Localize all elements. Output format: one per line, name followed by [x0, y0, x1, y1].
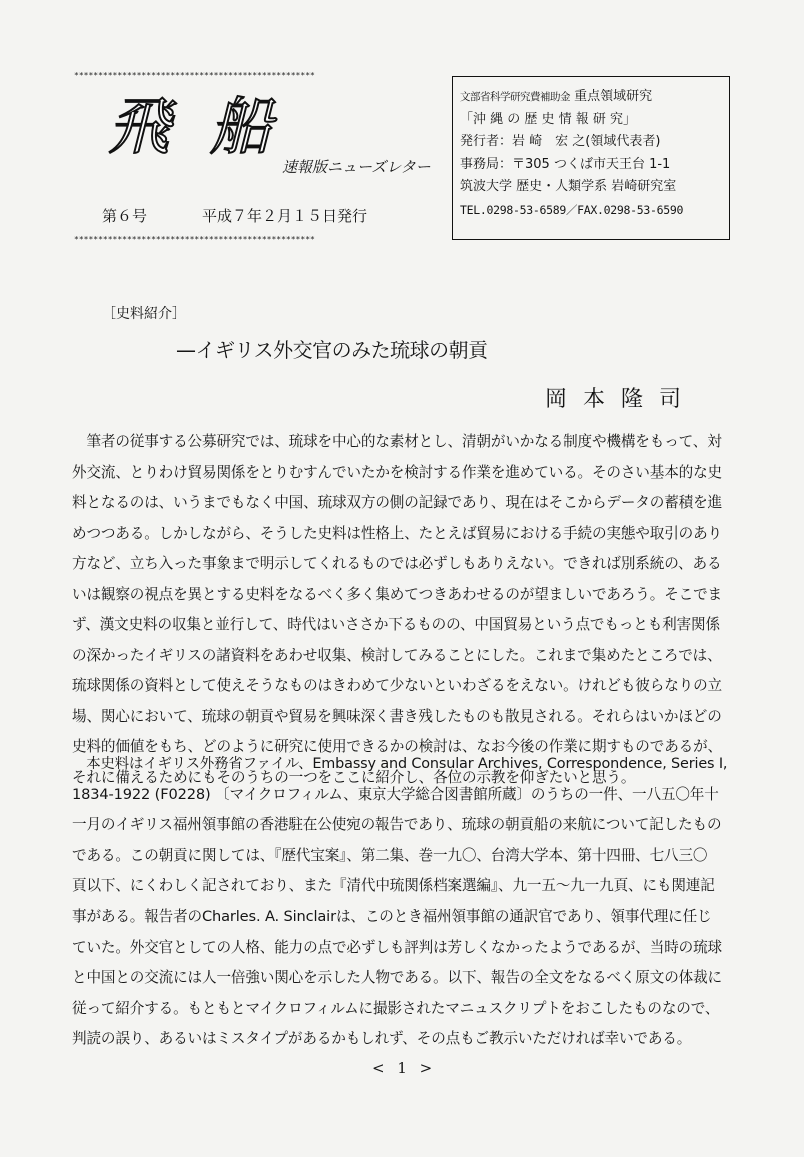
text-line: 本史料はイギリス外務省ファイル、Embassy and Consular Archives, Correspondence, Series I,: [72, 756, 728, 772]
text-line: 従って紹介する。もともとマイクロフィルムに撮影されたマニュスクリプトをおこしたものなので、: [72, 999, 720, 1017]
text-line: 1834-1922 (F0228) 〔マイクロフィルム、東京大学総合図書館所蔵〕のうちの一件、一八五〇年十: [72, 785, 719, 803]
text-line: 方など、立ち入った事象まで明示してくれるものでは必ずしもありえない。できれば別系統の、ある: [72, 555, 722, 572]
text-line: ていた。外交官としての人格、能力の点で必ずしも評判は芳しくなかったようであるが、当時の琉球: [72, 938, 722, 956]
info-research-area: 重点領域研究: [574, 89, 653, 104]
asterisk-rule-top: **************************************************: [74, 71, 315, 80]
info-line-publisher: 発行者：岩 崎 宏 之(領域代表者): [460, 134, 661, 149]
info-line-project: [460, 86, 729, 109]
article-category: ［史料紹介］: [102, 306, 186, 322]
article-title: —イギリス外交官のみた琉球の朝貢: [176, 338, 488, 362]
text-line: 料となるのは、いうまでもなく中国、琉球双方の側の記録であり、現在はそこからデータの蓄積を進: [72, 494, 722, 511]
text-line: 判読の誤り、あるいはミスタイプがあるかもしれず、その点もご教示いただければ幸いである。: [72, 1030, 692, 1048]
text-line: ず、漢文史料の収集と並行して、時代はいささか下るものの、中国貿易という点でもっとも利害関係: [72, 616, 720, 633]
issue-number: 第６号: [102, 207, 148, 225]
asterisk-rule-bottom: **************************************************: [74, 235, 315, 244]
info-line-contact: TEL.0298-53-6589／FAX.0298-53-6590: [460, 202, 684, 217]
info-line-title: 「沖 縄 の 歴 史 情 報 研 究」: [460, 111, 637, 127]
text-line: 一月のイギリス福州領事館の香港駐在公使宛の報告であり、琉球の朝貢船の来航について記したもの: [72, 816, 722, 834]
text-line: めつつある。しかしながら、そうした史料は性格上、たとえば貿易における手続の実態や取引のあり: [72, 524, 722, 542]
text-line: 琉球関係の資料として使えそうなものはきわめて少ないといわざるをえない。けれども彼らなりの立: [72, 677, 722, 694]
text-line: である。この朝貢に関しては、『歴代宝案』、第二集、巻一九〇、台湾大学本、第十四冊、七八三〇: [72, 846, 708, 864]
text-line: 頁以下、にくわしく記されており、また『清代中琉関係档案選編』、九一五～九一九頁、にも関連記: [72, 877, 715, 895]
article-author: 岡本隆司: [545, 387, 698, 412]
info-grant-label: 文部省科学研究費補助金: [460, 91, 570, 103]
text-line: 事がある。報告者のCharles. A. Sinclairは、このとき福州領事館の通訳官であり、領事代理に任じ: [72, 907, 712, 925]
info-line-office: 事務局：〒305 つくば市天王台 1-1: [460, 156, 671, 172]
text-line: と中国との交流には人一倍強い関心を示した人物である。以下、報告の全文をなるべく原文の体裁に: [72, 969, 722, 987]
info-line-lab: 筑波大学 歴史・人類学系 岩崎研究室: [460, 179, 677, 194]
text-line: の深かったイギリスの諸資料をあわせ収集、検討してみることにした。これまで集めたところでは、: [72, 646, 722, 664]
text-line: 場、関心において、琉球の朝貢や貿易を興味深く書き残したものも散見される。それらはいかほどの: [72, 707, 722, 725]
text-line: それに備えるためにもそのうちの一つをここに紹介し、各位の示教を仰ぎたいと思う。: [72, 768, 636, 786]
text-line: 外交流、とりわけ貿易関係をとりむすんでいたかを検討する作業を進めている。そのさい基本的な史: [72, 463, 722, 481]
text-line: いは観察の視点を異とする史料をなるべく多く集めてつきあわせるのが望ましいであろう。そこでま: [72, 585, 722, 603]
text-line: 筆者の従事する公募研究では、琉球を中心的な素材とし、清朝がいかなる制度や機構をもって、対: [72, 433, 722, 450]
body-paragraph-2: [72, 749, 728, 1055]
masthead-title: 飛 船: [108, 90, 282, 163]
page-number: < 1 >: [372, 1059, 437, 1077]
newsletter-subtitle: 速報版ニューズレター: [282, 158, 431, 176]
text-line: 史料的価値をもち、どのように研究に使用できるかの検討は、なお今後の作業に期すものであるが、: [72, 738, 722, 755]
publisher-info-box: [452, 76, 730, 240]
issue-line: [102, 205, 442, 227]
body-paragraph-1: [72, 427, 728, 793]
issue-date: 平成７年２月１５日発行: [202, 207, 368, 225]
